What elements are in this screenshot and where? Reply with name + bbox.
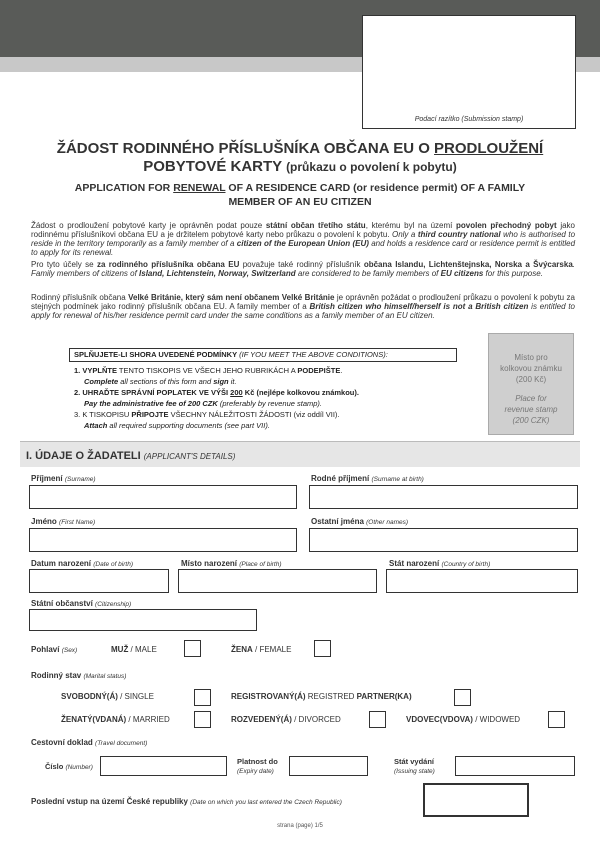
submission-stamp-box <box>362 15 576 129</box>
cob-field[interactable] <box>386 569 578 593</box>
sex-female-label: ŽENA / FEMALE <box>231 645 292 654</box>
citizenship-field[interactable] <box>29 609 257 631</box>
other-names-field[interactable] <box>309 528 578 552</box>
birth-surname-field[interactable] <box>309 485 578 509</box>
sex-label: Pohlaví (Sex) <box>31 645 78 654</box>
conditions-box: SPLŇUJETE-LI SHORA UVEDENÉ PODMÍNKY (IF YOU MEET THE ABOVE CONDITIONS): <box>69 348 457 362</box>
instruction-steps <box>74 366 474 432</box>
intro-paragraph-3: Rodinný příslušník občana Velké Británie, který sám není občanem Velké Británie je oprávněn požádat o prodloužení průkazu o povolení k pobytu za stejných podmínek jako rodinný příslušník občana EU. A family member of a British citizen who himself/herself is not a British citizen is entitled to apply for renewal of his/her residence permit card under the same conditions as a family member of an EU citizen. <box>31 293 576 320</box>
intro-paragraph-1: Žádost o prodloužení pobytové karty je oprávněn podat pouze státní občan třetího státu, kterému byl na území povolen přechodný pobyt jako rodinnému příslušníkovi občana EU a je držitelem pobytové karty nebo průkazu o povolení k pobytu. Only a third country national who is authorised to reside in the territory temporarily as a family member of a citizen of the European Union (EU) and holds a residence card or residence permit is entitled to apply for its renewal. <box>31 221 576 257</box>
citizenship-label: Státní občanství (Citizenship) <box>31 599 132 608</box>
marital-married-label: ŽENATÝ(VDANÁ) / MARRIED <box>61 715 170 724</box>
marital-widowed-checkbox[interactable] <box>548 711 565 728</box>
page-footer: strana (page) 1/5 <box>277 823 323 829</box>
first-name-label: Jméno (First Name) <box>31 517 96 526</box>
step-2: 2. UHRAĎTE SPRÁVNÍ POPLATEK VE VÝŠI 200 Kč (nejlépe kolkovou známkou). Pay the administrative fee of 200 CZK (preferably by revenue stamp). <box>74 388 359 408</box>
doc-number-label: Číslo (Number) <box>45 762 93 771</box>
marital-divorced-checkbox[interactable] <box>369 711 386 728</box>
surname-field[interactable] <box>29 485 297 509</box>
revenue-stamp-box: Místo pro kolkovou známku (200 Kč) Place for revenue stamp (200 CZK) <box>488 333 574 435</box>
form-title-en: APPLICATION FOR RENEWAL OF A RESIDENCE CARD (or residence permit) OF A FAMILY MEMBER OF AN EU CITIZEN <box>74 182 526 208</box>
issuing-state-field[interactable] <box>455 756 575 776</box>
marital-single-checkbox[interactable] <box>194 689 211 706</box>
marital-partner-label: REGISTROVANÝ(Á) REGISTRED PARTNER(KA) <box>231 692 412 701</box>
marital-widowed-label: VDOVEC(VDOVA) / WIDOWED <box>406 715 521 724</box>
dob-label: Datum narození (Date of birth) <box>31 559 133 568</box>
last-entry-label: Poslední vstup na území České republiky (Date on which you last entered the Czech Republic) <box>31 797 342 806</box>
marital-partner-checkbox[interactable] <box>454 689 471 706</box>
last-entry-field[interactable] <box>423 783 529 817</box>
expiry-field[interactable] <box>289 756 368 776</box>
expiry-label: Platnost do (Expiry date) <box>237 757 278 775</box>
submission-stamp-label: Podací razítko (Submission stamp) <box>414 116 524 123</box>
marital-status-label: Rodinný stav (Marital status) <box>31 671 127 680</box>
doc-number-field[interactable] <box>100 756 227 776</box>
cob-label: Stát narození (Country of birth) <box>389 559 491 568</box>
form-title-cs: ŽÁDOST RODINNÉHO PŘÍSLUŠNÍKA OBČANA EU O PRODLOUŽENÍ POBYTOVÉ KARTY (průkazu o povolení k pobytu) <box>56 140 544 175</box>
pob-field[interactable] <box>178 569 377 593</box>
first-name-field[interactable] <box>29 528 297 552</box>
other-names-label: Ostatní jména (Other names) <box>311 517 409 526</box>
section-applicant-header: I. ÚDAJE O ŽADATELI (APPLICANT'S DETAILS) <box>20 441 580 467</box>
pob-label: Místo narození (Place of birth) <box>181 559 282 568</box>
issuing-state-label: Stát vydání (Issuing state) <box>394 757 435 775</box>
sex-female-checkbox[interactable] <box>314 640 331 657</box>
step-3: 3. K TISKOPISU PŘIPOJTE VŠECHNY NÁLEŽITOSTI ŽÁDOSTI (viz oddíl VII). Attach all required supporting documents (see part VII). <box>74 410 340 430</box>
sex-male-label: MUŽ / MALE <box>111 645 157 654</box>
marital-single-label: SVOBODNÝ(Á) / SINGLE <box>61 692 154 701</box>
intro-paragraph-2: Pro tyto účely se za rodinného příslušníka občana EU považuje také rodinný příslušník občana Islandu, Lichtenštejnska, Norska a Švýcarska. Family members of citizens of Island, Lichtenstein, Norway, Switzerland are considered to be family members of EU citizens for this purpose. <box>31 260 576 278</box>
dob-field[interactable] <box>29 569 169 593</box>
birth-surname-label: Rodné příjmení (Surname at birth) <box>311 474 424 483</box>
surname-label: Příjmení (Surname) <box>31 474 96 483</box>
travel-doc-label: Cestovní doklad (Travel document) <box>31 738 148 747</box>
sex-male-checkbox[interactable] <box>184 640 201 657</box>
step-1: 1. VYPLŇTE TENTO TISKOPIS VE VŠECH JEHO RUBRIKÁCH A PODEPIŠTE. Complete all sections of this form and sign it. <box>74 366 343 386</box>
marital-married-checkbox[interactable] <box>194 711 211 728</box>
marital-divorced-label: ROZVEDENÝ(Á) / DIVORCED <box>231 715 341 724</box>
